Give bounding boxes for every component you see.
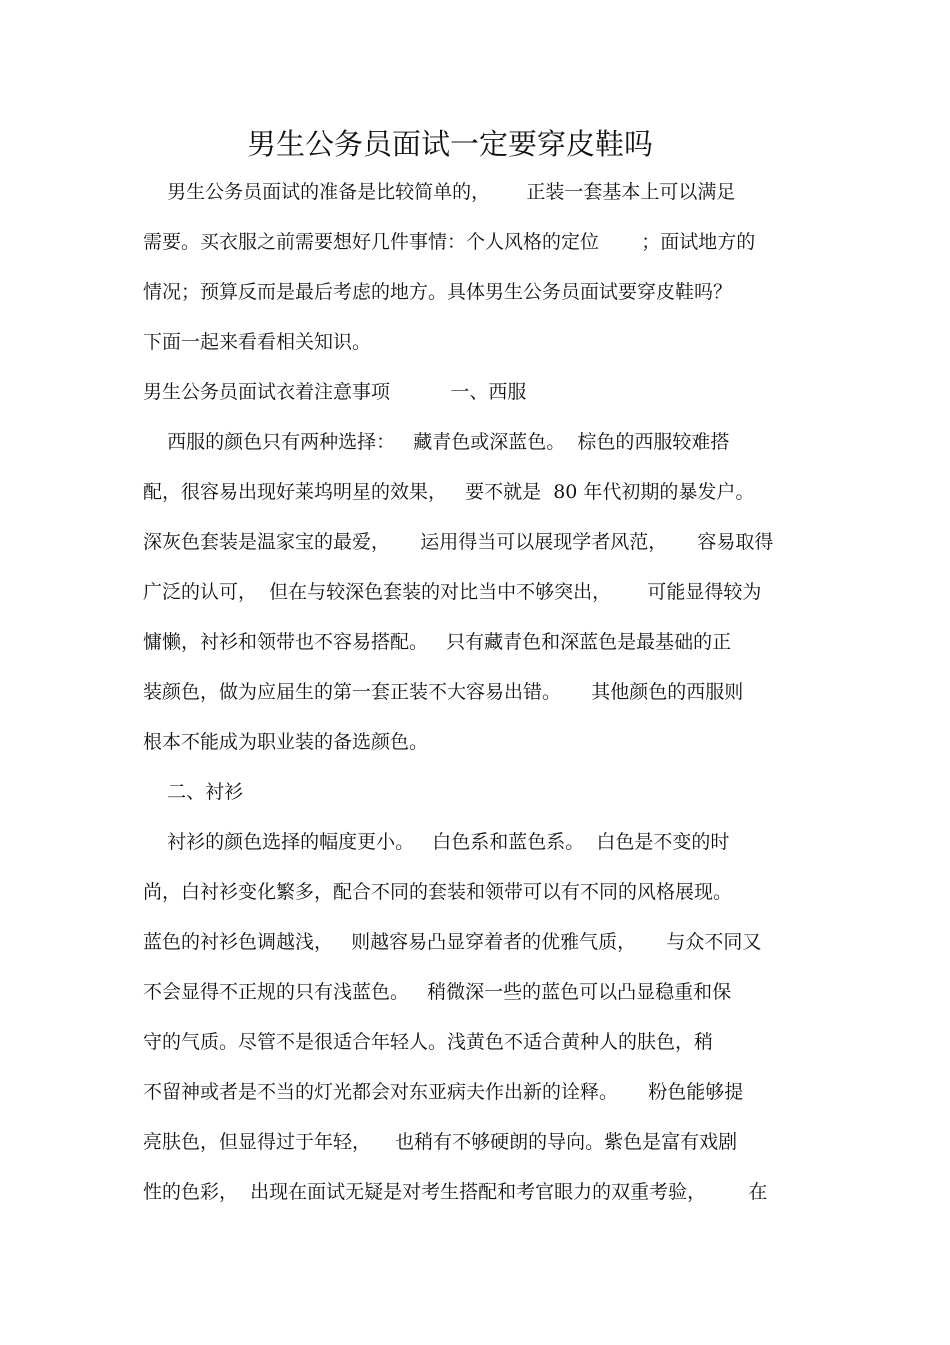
- paragraph-line: 不会显得不正规的只有浅蓝色。 稍微深一些的蓝色可以凸显稳重和保: [143, 981, 732, 1003]
- paragraph-line: 根本不能成为职业装的备选颜色。: [143, 731, 429, 753]
- section-heading-line: 二、衬衫: [143, 781, 244, 803]
- paragraph-line: 深灰色套装是温家宝的最爱， 运用得当可以展现学者风范， 容易取得: [143, 531, 774, 553]
- document-title: 男生公务员面试一定要穿皮鞋吗: [246, 127, 653, 161]
- paragraph-line: 需要。买衣服之前需要想好几件事情：个人风格的定位 ；面试地方的: [143, 231, 756, 253]
- paragraph-line: 下面一起来看看相关知识。: [143, 331, 372, 353]
- paragraph-line: 广泛的认可， 但在与较深色套装的对比当中不够突出， 可能显得较为: [143, 581, 762, 603]
- paragraph-line: 西服的颜色只有两种选择： 藏青色或深蓝色。 棕色的西服较难搭: [143, 431, 730, 453]
- paragraph-line: 不留神或者是不当的灯光都会对东亚病夫作出新的诠释。 粉色能够提: [143, 1081, 744, 1103]
- paragraph-line: 性的色彩， 出现在面试无疑是对考生搭配和考官眼力的双重考验， 在: [143, 1181, 768, 1203]
- paragraph-line: 男生公务员面试的准备是比较简单的， 正装一套基本上可以满足: [143, 181, 736, 203]
- paragraph-line: 尚，白衬衫变化繁多，配合不同的套装和领带可以有不同的风格展现。: [143, 881, 733, 903]
- paragraph-line: 慵懒，衬衫和领带也不容易搭配。 只有藏青色和深蓝色是最基础的正: [143, 631, 732, 653]
- paragraph-line: 衬衫的颜色选择的幅度更小。 白色系和蓝色系。 白色是不变的时: [143, 831, 730, 853]
- paragraph-line: 蓝色的衬衫色调越浅， 则越容易凸显穿着者的优雅气质， 与众不同又: [143, 931, 762, 953]
- section-heading-line: 男生公务员面试衣着注意事项 一、西服: [143, 381, 527, 403]
- paragraph-line: 配，很容易出现好莱坞明星的效果， 要不就是 80 年代初期的暴发户。: [143, 481, 755, 503]
- paragraph-line: 守的气质。尽管不是很适合年轻人。浅黄色不适合黄种人的肤色，稍: [143, 1031, 714, 1053]
- paragraph-line: 情况；预算反而是最后考虑的地方。具体男生公务员面试要穿皮鞋吗？: [143, 281, 733, 303]
- paragraph-line: 装颜色，做为应届生的第一套正装不大容易出错。 其他颜色的西服则: [143, 681, 744, 703]
- paragraph-line: 亮肤色，但显得过于年轻， 也稍有不够硬朗的导向。紫色是富有戏剧: [143, 1131, 738, 1153]
